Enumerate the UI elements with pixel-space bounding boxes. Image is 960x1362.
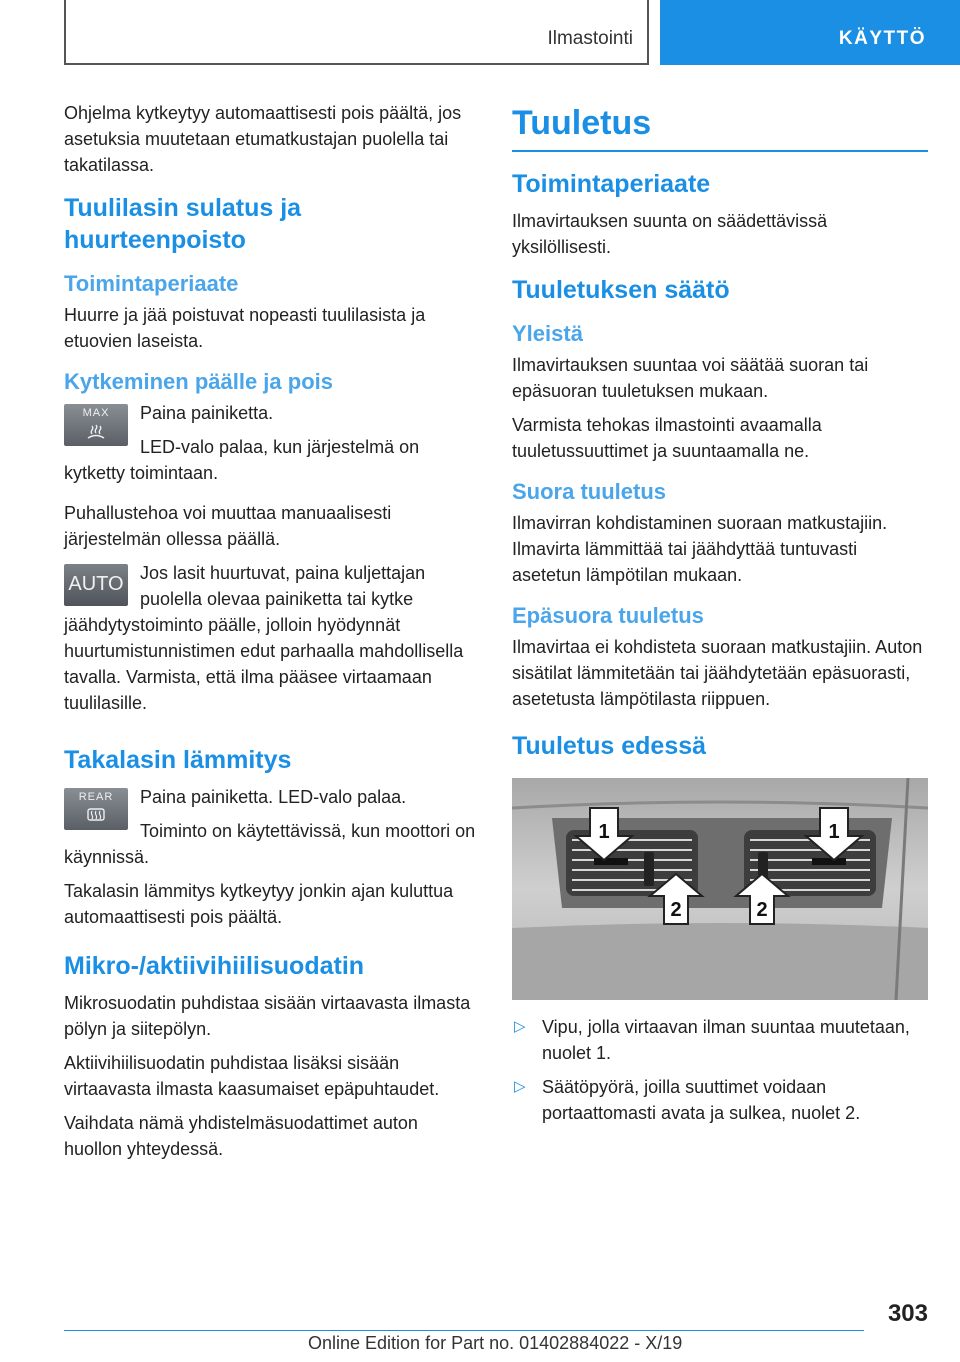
section-title: Ilmastointi (547, 28, 633, 49)
rear-available-text: Toiminto on käytettävissä, kun moottori on käynnissä. (64, 821, 476, 867)
list-item-text: Säätöpyörä, joilla suuttimet voidaan portaattomasti avata ja sulkea, nuolet 2. (542, 1077, 861, 1123)
switch-heading: Kytkeminen päälle ja pois (64, 369, 333, 394)
front-vent-heading: Tuuletus edessä (512, 732, 707, 760)
rear-label: REAR (78, 791, 114, 803)
rear-defrost-button-icon (64, 788, 128, 830)
callout-2-right: 2 (756, 899, 768, 921)
filter-micro-text: Mikrosuodatin puhdistaa sisään virtaavasta ilmasta pölyn ja siitepölyn. (64, 993, 471, 1039)
chapter-tab (660, 0, 960, 65)
right-column (512, 100, 928, 1134)
filter-heading: Mikro-/aktiivihiilisuodatin (64, 952, 365, 980)
direct-vent-text: Ilmavirran kohdistaminen suoraan matkustajiin. Ilmavirta lämmittää tai jäähdyttää tuntuvasti asetetun lämpötilan mukaan. (512, 513, 888, 585)
callout-2-left: 2 (670, 899, 682, 921)
defrost-principle-heading: Toimintaperiaate (64, 271, 239, 296)
auto-label: AUTO (68, 573, 124, 595)
press-button-text: Paina painiketta. (140, 403, 274, 423)
left-column (64, 100, 478, 1170)
page-number: 303 (887, 1300, 928, 1327)
general-text-1: Ilmavirtauksen suuntaa voi säätää suoran tai epäsuoran tuuletuksen mukaan. (512, 355, 869, 401)
footer-divider (64, 1330, 864, 1331)
indirect-vent-heading: Epäsuora tuuletus (512, 603, 704, 628)
auto-button-icon (64, 564, 128, 606)
defrost-heading: Tuulilasin sulatus ja huurteenpoisto (64, 194, 302, 254)
windshield-defrost-icon (86, 422, 106, 440)
intro-paragraph: Ohjelma kytkeytyy automaattisesti pois päältä, jos asetuksia muutetaan etumatkustajan puolella tai takatilassa. (64, 103, 462, 175)
led-on-text: LED-valo palaa, kun järjestelmä on kytketty toimintaan. (64, 437, 420, 483)
fogging-text: Jos lasit huurtuvat, paina kuljettajan puolella olevaa painiketta tai kytke jäähdytystoiminto päälle, jolloin hyödynnät huurtumistunnistimen edut parhaalla mahdollisella tavalla. Varmista, että ilma pääsee virtaamaan tuulilasille. (64, 563, 464, 713)
filter-service-text: Vaihdata nämä yhdistelmäsuodattimet auton huollon yhteydessä. (64, 1113, 418, 1159)
vent-control-heading: Tuuletuksen säätö (512, 276, 730, 304)
edition-text: Online Edition for Part no. 01402884022 - X/19 (308, 1333, 683, 1353)
chapter-title: KÄYTTÖ (838, 28, 926, 49)
vent-parts-list (512, 1014, 928, 1126)
triangle-bullet-icon: ▷ (514, 1078, 526, 1095)
rear-auto-off-text: Takalasin lämmitys kytkeytyy jonkin ajan kuluttua automaattisesti pois päältä. (64, 881, 454, 927)
front-vents-photo (512, 778, 928, 1000)
rear-press-text: Paina painiketta. LED-valo palaa. (140, 787, 407, 807)
list-item (512, 1074, 928, 1126)
rear-heating-heading: Takalasin lämmitys (64, 746, 292, 774)
rear-window-heating-icon (86, 806, 106, 824)
max-label: MAX (82, 407, 110, 419)
general-heading: Yleistä (512, 321, 583, 346)
vent-principle-text: Ilmavirtauksen suunta on säädettävissä yksilöllisesti. (512, 211, 828, 257)
defrost-principle-text: Huurre ja jää poistuvat nopeasti tuulilasista ja etuovien laseista. (64, 305, 426, 351)
callout-1-left: 1 (598, 821, 610, 843)
filter-active-text: Aktiivihiilisuodatin puhdistaa lisäksi sisään virtaavasta ilmasta kaasumaiset epäpuhtaudet. (64, 1053, 440, 1099)
vent-principle-heading: Toimintaperiaate (512, 170, 711, 198)
triangle-bullet-icon: ▷ (514, 1018, 526, 1035)
list-item (512, 1014, 928, 1066)
ventilation-heading: Tuuletus (512, 100, 928, 152)
max-defrost-button-icon (64, 404, 128, 446)
list-item-text: Vipu, jolla virtaavan ilman suuntaa muutetaan, nuolet 1. (542, 1017, 910, 1063)
indirect-vent-text: Ilmavirtaa ei kohdisteta suoraan matkustajiin. Auton sisätilat lämmitetään tai jäähdytetään epäsuorasti, asetetusta lämpötilasta riippuen. (512, 637, 923, 709)
direct-vent-heading: Suora tuuletus (512, 479, 667, 504)
header-frame (64, 0, 649, 65)
air-vent-illustration (512, 778, 928, 1000)
general-text-2: Varmista tehokas ilmastointi avaamalla tuuletussuuttimet ja suuntaamalla ne. (512, 415, 822, 461)
callout-1-right: 1 (828, 821, 840, 843)
blower-text: Puhallustehoa voi muuttaa manuaalisesti järjestelmän ollessa päällä. (64, 503, 392, 549)
